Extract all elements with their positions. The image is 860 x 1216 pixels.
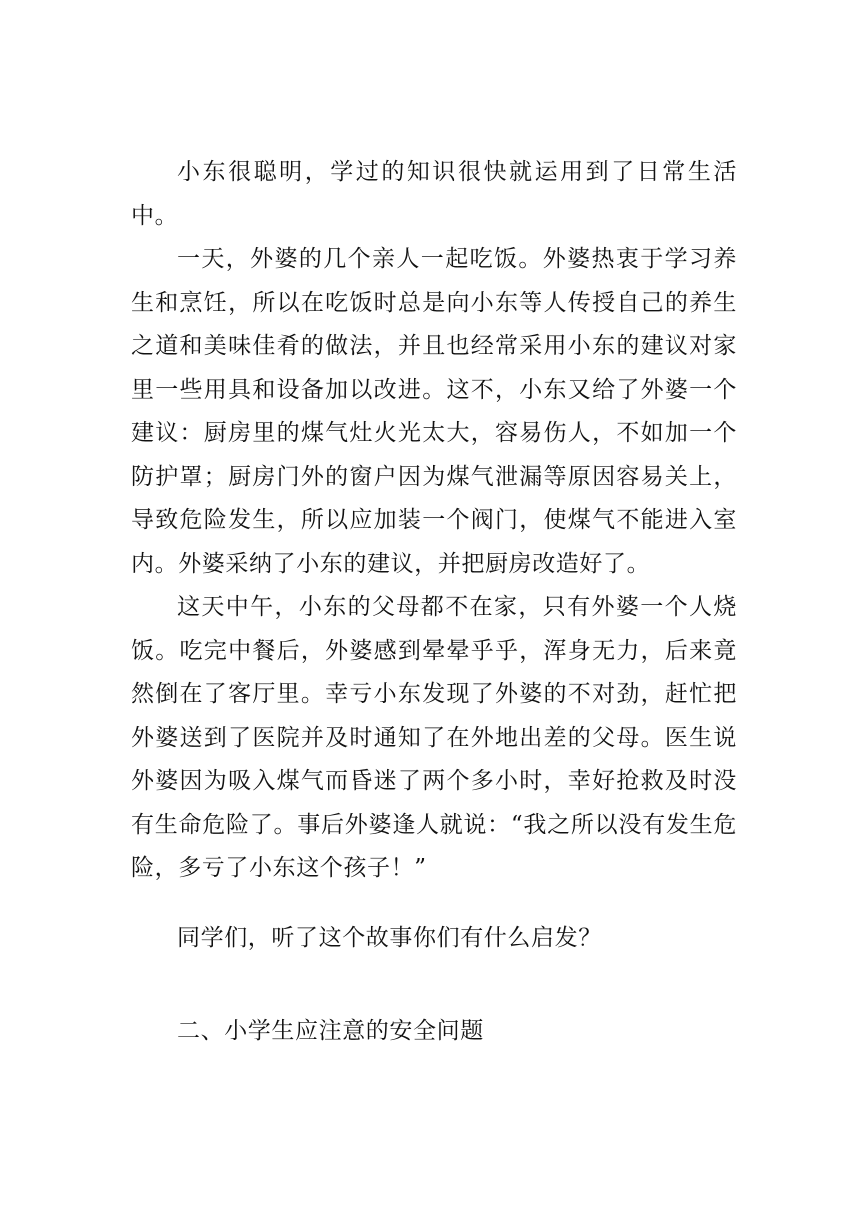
story-text: [131, 151, 737, 891]
discussion-question: 同学们，听了这个故事你们有什么启发？: [177, 925, 602, 951]
paragraph-gas-incident: 这天中午，小东的父母都不在家，只有外婆一个人烧饭。吃完中餐后，外婆感到晕晕乎乎，浑身无力，后来竟然倒在了客厅里。幸亏小东发现了外婆的不对劲，赶忙把外婆送到了医院并及时通知了在外地出差的父母。医生说外婆因为吸入煤气而昏迷了两个多小时，幸好抢救及时没有生命危险了。事后外婆逢人就说：“我之所以没有发生危险，多亏了小东这个孩子！”: [131, 594, 737, 881]
paragraph-kitchen-advice: 一天，外婆的几个亲人一起吃饭。外婆热衷于学习养生和烹饪，所以在吃饭时总是向小东等人传授自己的养生之道和美味佳肴的做法，并且也经常采用小东的建议对家里一些用具和设备加以改进。这不，小东又给了外婆一个建议：厨房里的煤气灶火光太大，容易伤人，不如加一个防护罩；厨房门外的窗户因为煤气泄漏等原因容易关上，导致危险发生，所以应加装一个阀门，使煤气不能进入室内。外婆采纳了小东的建议，并把厨房改造好了。: [131, 246, 737, 577]
section-heading: 二、小学生应注意的安全问题: [177, 1018, 484, 1044]
paragraph-intro: 小东很聪明，学过的知识很快就运用到了日常生活中。: [131, 159, 737, 229]
